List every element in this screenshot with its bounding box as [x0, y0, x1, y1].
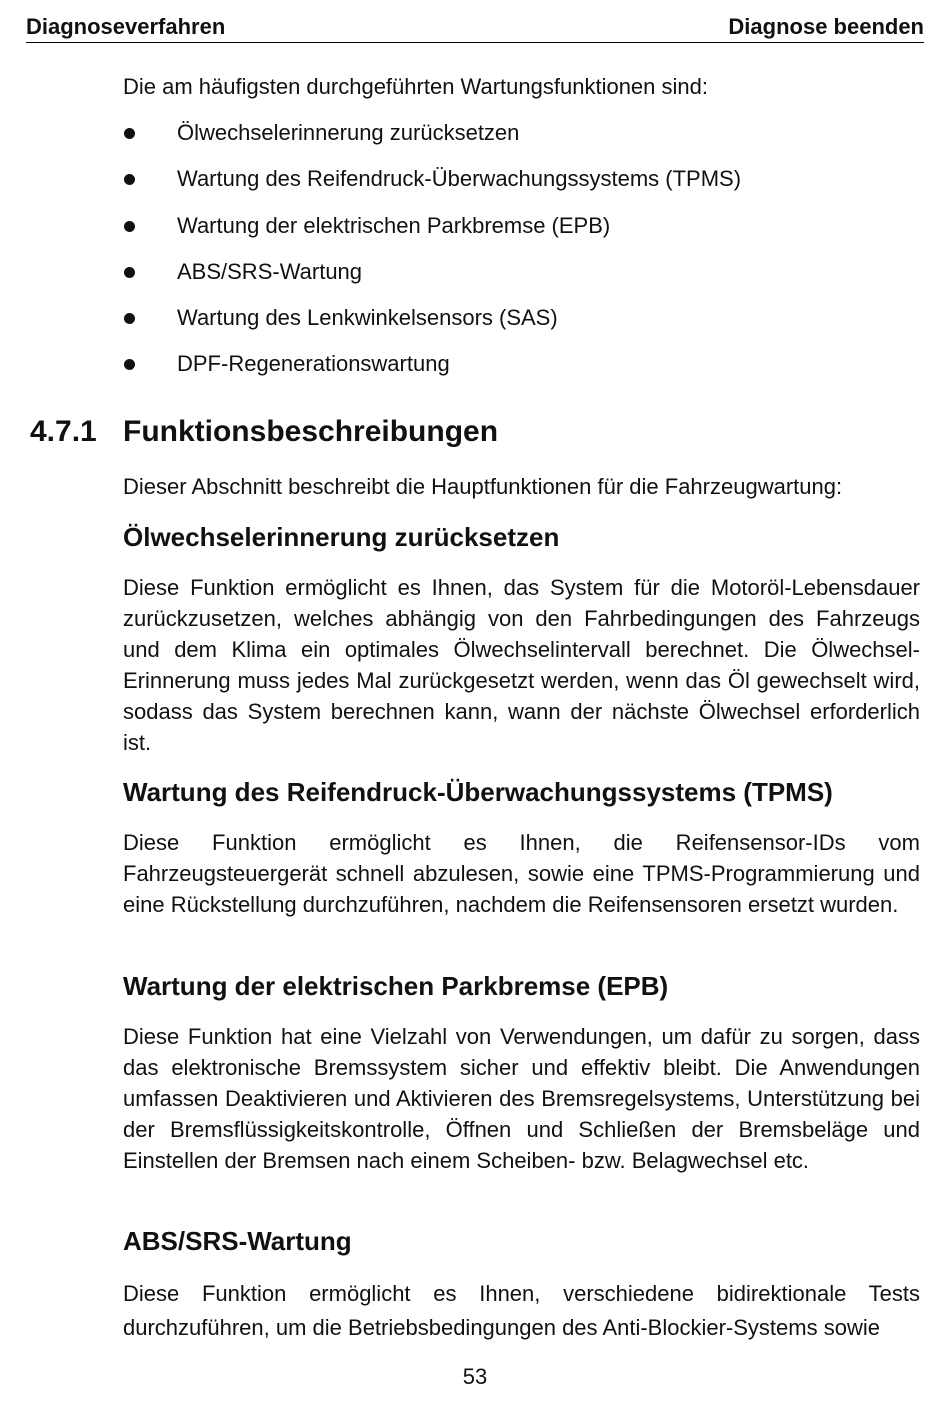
list-item: [123, 257, 920, 303]
bullet-icon: [124, 174, 135, 185]
subsection-text-oil-reset: Diese Funktion ermöglicht es Ihnen, das System für die Motoröl-Lebensdauer zurückzusetzen, welches abhängig von den Fahrbedingungen des Fahrzeugs und dem Klima ein optimales Ölwechselintervall berechnet. Die Ölwechsel-Erinnerung muss jedes Mal zurückgesetzt werden, wenn das Öl gewechselt wird, sodass das System berechnen kann, wann der nächste Ölwechsel erforderlich ist.: [123, 575, 920, 755]
bullet-icon: [124, 221, 135, 232]
subsection-text-abs-srs: Diese Funktion ermöglicht es Ihnen, verschiedene bidirektionale Tests durchzuführen, um die Betriebsbedingungen des Anti-Blockier-Systems sowie: [123, 1281, 920, 1340]
list-item-label: ABS/SRS-Wartung: [177, 258, 363, 284]
bullet-icon: [124, 359, 135, 370]
section-number: 4.7.1: [30, 415, 97, 448]
list-item-label: Wartung der elektrischen Parkbremse (EPB): [177, 212, 611, 238]
subsection-title-abs-srs: ABS/SRS-Wartung: [123, 1226, 352, 1256]
intro-text: Die am häufigsten durchgeführten Wartungsfunktionen sind:: [123, 74, 708, 99]
subsection-title-oil-reset: Ölwechselerinnerung zurücksetzen: [123, 522, 560, 552]
list-item: [123, 349, 920, 395]
header-chapter-title: Diagnoseverfahren: [26, 14, 226, 39]
list-item: [123, 164, 920, 210]
page-number: 53: [462, 1364, 488, 1389]
list-item-label: Wartung des Reifendruck-Überwachungssystems (TPMS): [177, 166, 742, 192]
subsection-text-tpms: Diese Funktion ermöglicht es Ihnen, die Reifensensor-IDs vom Fahrzeugsteuergerät schnell abzulesen, sowie eine TPMS-Programmierung und eine Rückstellung durchzuführen, nachdem die Reifensensoren ersetzt wurden.: [123, 830, 920, 917]
subsection-title-tpms: Wartung des Reifendruck-Überwachungssystems (TPMS): [123, 777, 833, 807]
list-item: [123, 303, 920, 349]
list-item-label: DPF-Regenerationswartung: [177, 351, 450, 377]
bullet-icon: [124, 267, 135, 278]
list-item-label: Ölwechselerinnerung zurücksetzen: [177, 120, 520, 145]
functions-list: [123, 118, 920, 396]
section-lead: Dieser Abschnitt beschreibt die Hauptfunktionen für die Fahrzeugwartung:: [123, 474, 843, 499]
bullet-icon: [124, 313, 135, 324]
page-header: [26, 12, 924, 43]
header-section-title: Diagnose beenden: [728, 14, 924, 39]
list-item-label: Wartung des Lenkwinkelsensors (SAS): [177, 305, 558, 331]
subsection-text-epb: Diese Funktion hat eine Vielzahl von Verwendungen, um dafür zu sorgen, dass das elektronische Bremssystem sicher und effektiv bleibt. Die Anwendungen umfassen Deaktivieren und Aktivieren des Bremsregelsystems, Unterstützung bei der Bremsflüssigkeitskontrolle, Öffnen und Schließen der Bremsbeläge und Einstellen der Bremsen nach einem Scheiben- bzw. Belagwechsel etc.: [123, 1024, 920, 1173]
bullet-icon: [124, 128, 135, 139]
section-title: Funktionsbeschreibungen: [123, 415, 499, 448]
subsection-title-epb: Wartung der elektrischen Parkbremse (EPB): [123, 971, 669, 1001]
list-item: [123, 118, 920, 164]
list-item: [123, 211, 920, 257]
